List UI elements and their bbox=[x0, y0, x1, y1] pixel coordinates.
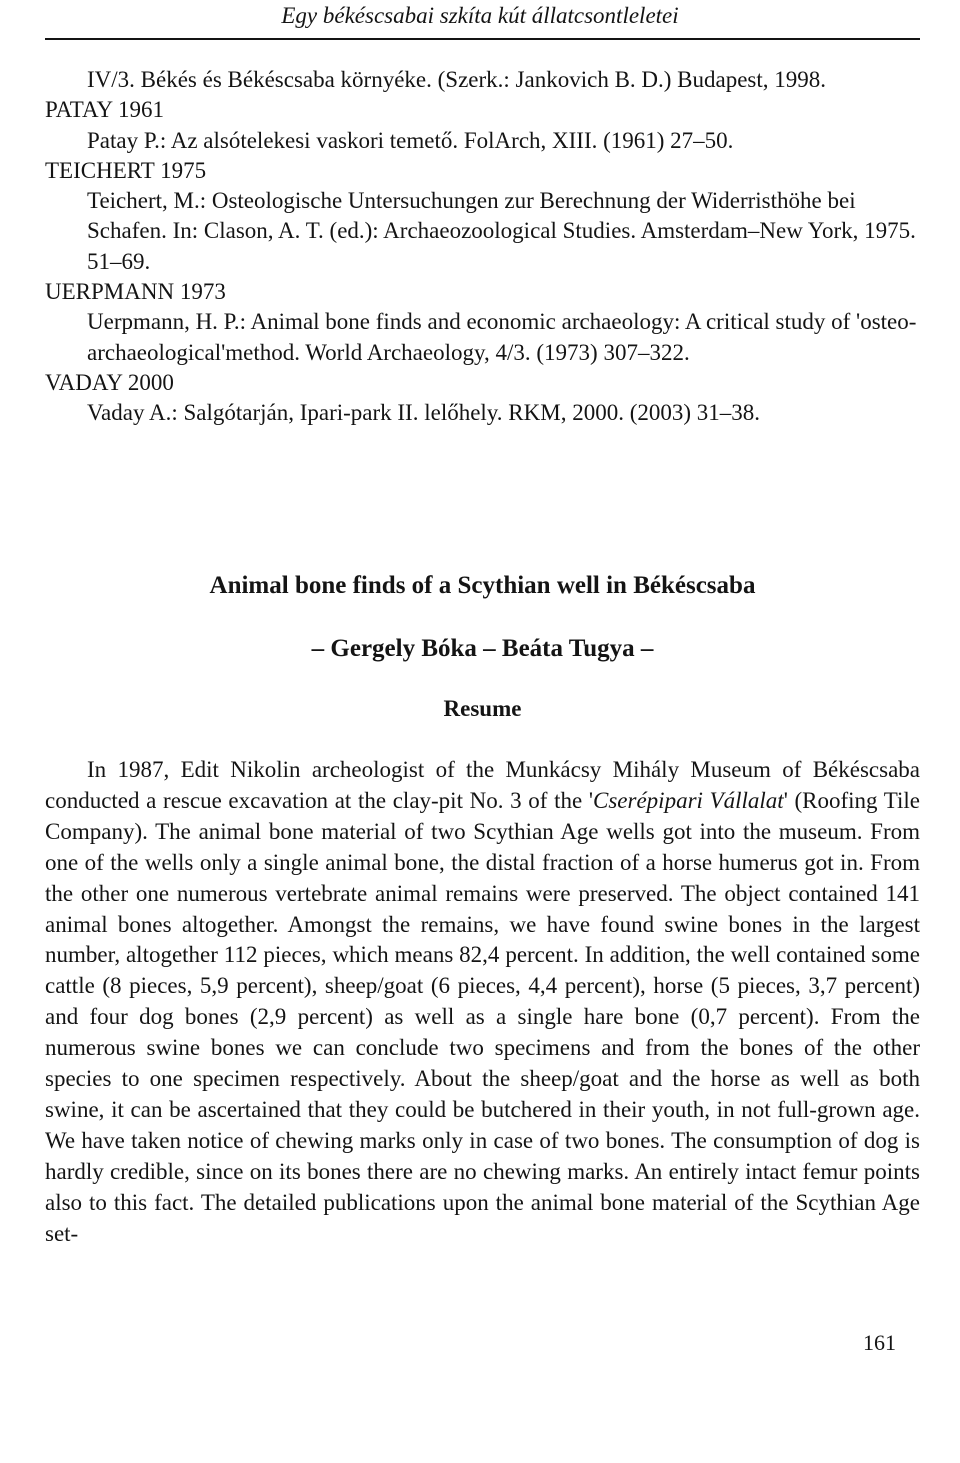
reference-key: VADAY 2000 bbox=[45, 369, 174, 395]
header-rule bbox=[45, 38, 920, 40]
abstract-italic-company-name: Cserépipari Vállalat bbox=[593, 787, 784, 813]
article-title: Animal bone finds of a Scythian well in Békéscsaba bbox=[209, 572, 756, 599]
reference-body: Patay P.: Az alsótelekesi vaskori temető. FolArch, XIII. (1961) 27–50. bbox=[87, 127, 734, 153]
reference-key: PATAY 1961 bbox=[45, 97, 164, 123]
reference-body: IV/3. Békés és Békéscsaba környéke. (Szerk.: Jankovich B. D.) Budapest, 1998. bbox=[87, 67, 827, 92]
reference-key: UERPMANN 1973 bbox=[45, 279, 226, 305]
reference-body: Vaday A.: Salgótarján, Ipari-park II. lelőhely. RKM, 2000. (2003) 31–38. bbox=[87, 400, 761, 426]
abstract-text-part2: ' (Roofing Tile Company). The animal bone material of two Scythian Age wells got into the museum. From one of the wells only a single animal bone, the distal fraction of a horse humerus got in. From the other one numerous vertebrate animal remains were preserved. The object contained 141 animal bones altogether. Amongst the remains, we have found swine bones in the largest number, altogether 112 pieces, which means 82,4 percent. In addition, the well contained some cattle (8 pieces, 5,9 percent), sheep/goat (6 pieces, 4,4 percent), horse (5 pieces, 3,7 percent) and four dog bones (2,9 percent) as well as a single hare bone (0,7 percent). From the numerous swine bones we can conclude two specimens and from the bones of the other species to one specimen respectively. About the sheep/goat and the horse as well as both swine, it can be ascertained that they could be butchered in their youth, in not full-grown age. We have taken notice of chewing marks only in case of two bones. The consumption of dog is hardly credible, since on its bones there are no chewing marks. An entirely intact femur points also to this fact. The detailed publications upon the animal bone material of the Scythian Age set- bbox=[45, 787, 921, 1246]
reference-key: TEICHERT 1975 bbox=[45, 157, 207, 183]
abstract-paragraph bbox=[45, 755, 920, 1250]
reference-patay-1961 bbox=[45, 95, 920, 156]
reference-continued bbox=[45, 65, 920, 95]
page-number: 161 bbox=[863, 1330, 896, 1355]
reference-uerpmann-1973 bbox=[45, 277, 920, 368]
section-heading: Resume bbox=[443, 696, 522, 721]
running-header: Egy békéscsabai szkíta kút állatcsontleletei bbox=[281, 3, 679, 28]
reference-teichert-1975 bbox=[45, 156, 920, 277]
article-authors: – Gergely Bóka – Beáta Tugya – bbox=[311, 635, 654, 662]
reference-body: Uerpmann, H. P.: Animal bone finds and economic archaeology: A critical study of 'osteo-archaeological'method. World Archaeology, 4/3. (1973) 307–322. bbox=[87, 309, 917, 365]
reference-vaday-2000 bbox=[45, 368, 920, 429]
abstract-text-part1: In 1987, Edit Nikolin archeologist of the Munkácsy Mihály Museum of Békéscsaba conducted a rescue excavation at the clay-pit No. 3 of the ' bbox=[45, 757, 920, 813]
reference-list bbox=[45, 65, 920, 429]
reference-body: Teichert, M.: Osteologische Untersuchungen zur Berechnung der Widerristhöhe bei Schafen. In: Clason, A. T. (ed.): Archaeozoological Studies. Amsterdam–New York, 1975. 51–69. bbox=[87, 188, 916, 274]
